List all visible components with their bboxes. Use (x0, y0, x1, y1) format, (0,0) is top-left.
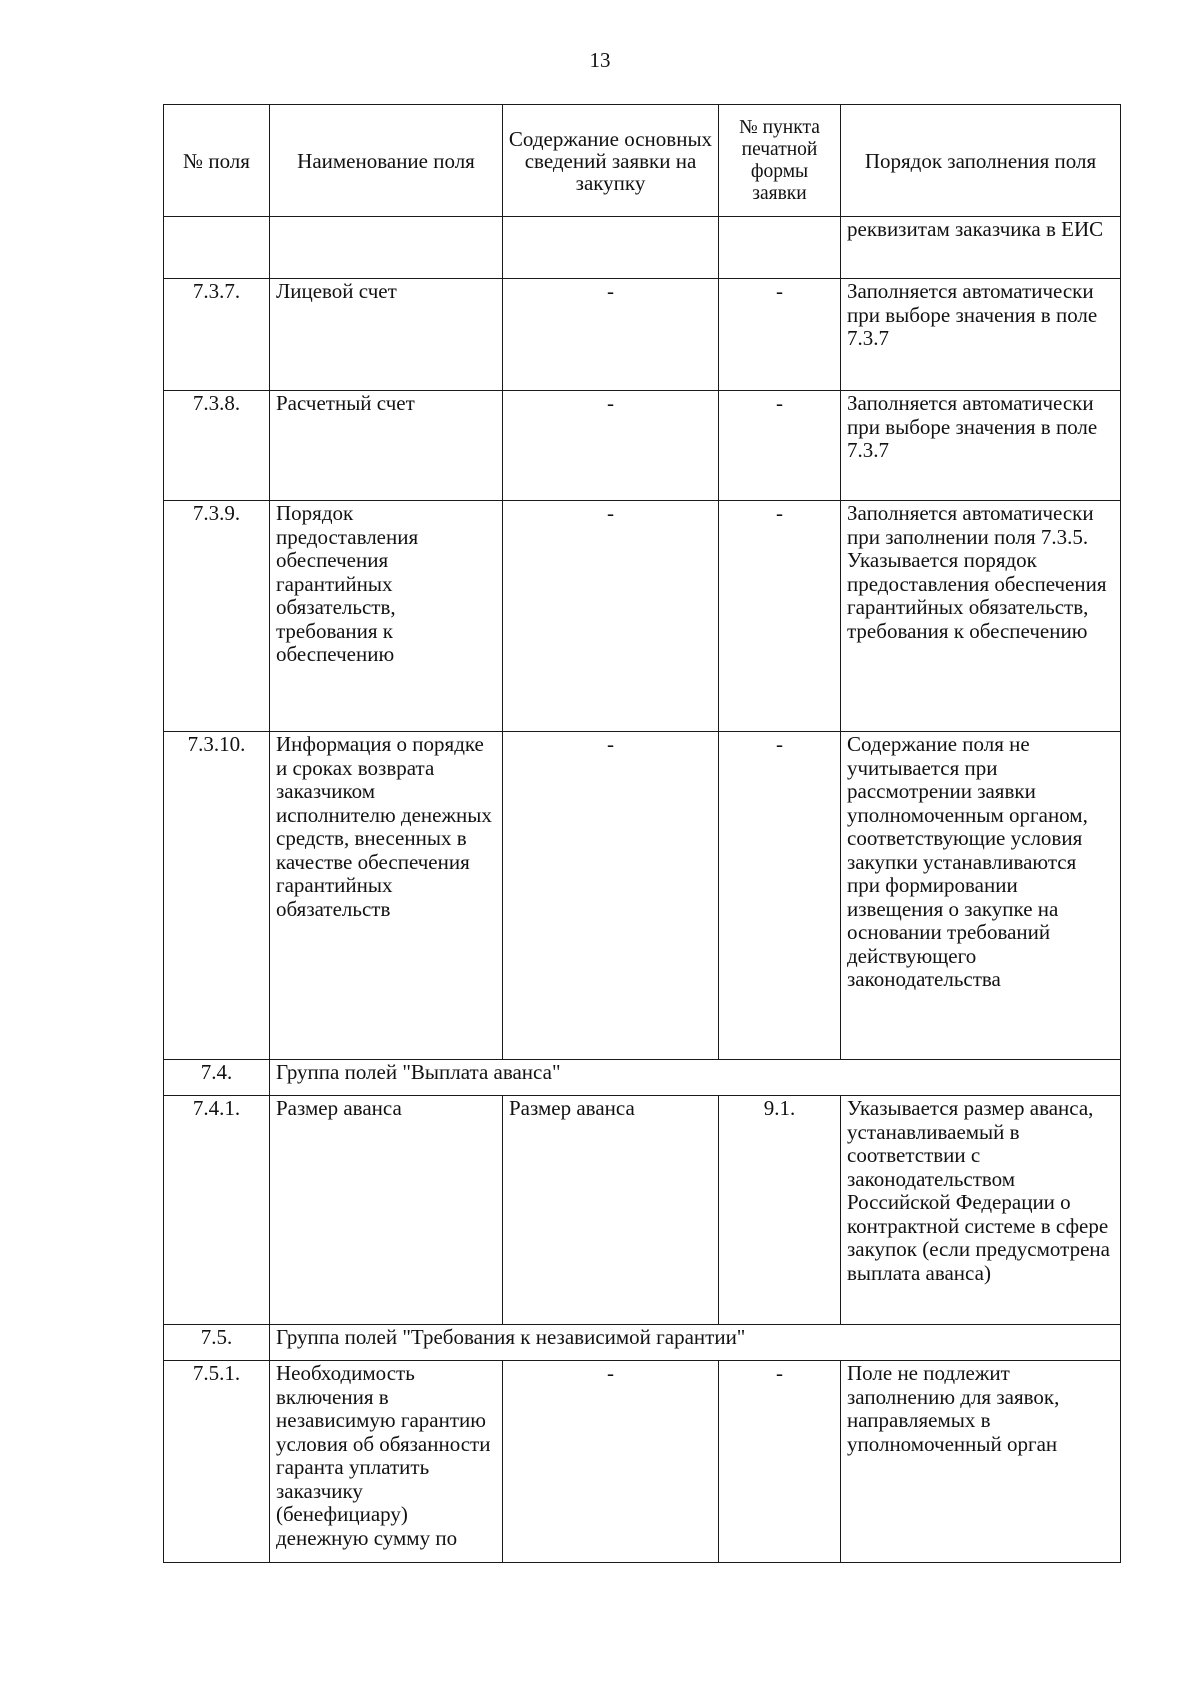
field-content: - (503, 279, 719, 391)
group-number: 7.5. (164, 1325, 270, 1361)
table-header-row (164, 105, 1121, 217)
field-number: 7.3.7. (164, 279, 270, 391)
group-title: Группа полей "Выплата аванса" (270, 1060, 1121, 1096)
field-fill-order: Содержание поля не учитывается при рассмотрении заявки уполномоченным органом, соответствующие условия закупки устанавливаются при формировании извещения о закупке на основании требований действующего законодательства (841, 732, 1121, 1060)
field-name: Порядок предоставления обеспечения гарантийных обязательств, требования к обеспечению (270, 501, 503, 732)
field-print-point: - (719, 279, 841, 391)
field-fill-order: Указывается размер аванса, устанавливаемый в соответствии с законодательством Российской Федерации о контрактной системе в сфере закупок (если предусмотрена выплата аванса) (841, 1096, 1121, 1325)
field-print-point: - (719, 732, 841, 1060)
table-row (164, 1361, 1121, 1563)
field-number (164, 217, 270, 279)
field-name: Лицевой счет (270, 279, 503, 391)
field-fill-order: Поле не подлежит заполнению для заявок, направляемых в уполномоченный орган (841, 1361, 1121, 1563)
header-fill-order: Порядок заполнения поля (841, 105, 1121, 217)
field-content: - (503, 732, 719, 1060)
field-print-point: 9.1. (719, 1096, 841, 1325)
field-number: 7.3.10. (164, 732, 270, 1060)
field-name: Расчетный счет (270, 391, 503, 501)
field-fill-order: Заполняется автоматически при выборе значения в поле 7.3.7 (841, 279, 1121, 391)
table-row (164, 1096, 1121, 1325)
field-content: - (503, 391, 719, 501)
field-name: Необходимость включения в независимую гарантию условия об обязанности гаранта уплатить заказчику (бенефициару) денежную сумму по (270, 1361, 503, 1563)
field-fill-order: реквизитам заказчика в ЕИС (841, 217, 1121, 279)
table-row (164, 732, 1121, 1060)
group-number: 7.4. (164, 1060, 270, 1096)
header-field-number: № поля (164, 105, 270, 217)
field-content: Размер аванса (503, 1096, 719, 1325)
header-content: Содержание основных сведений заявки на закупку (503, 105, 719, 217)
table-group-row (164, 1060, 1121, 1096)
table-group-row (164, 1325, 1121, 1361)
field-content (503, 217, 719, 279)
field-name: Размер аванса (270, 1096, 503, 1325)
fields-table (163, 104, 1121, 1563)
header-print-point: № пункта печатной формы заявки (719, 105, 841, 217)
field-print-point: - (719, 391, 841, 501)
field-content: - (503, 501, 719, 732)
field-fill-order: Заполняется автоматически при выборе значения в поле 7.3.7 (841, 391, 1121, 501)
field-number: 7.4.1. (164, 1096, 270, 1325)
page-number: 13 (589, 48, 611, 72)
table-row (164, 501, 1121, 732)
group-title: Группа полей "Требования к независимой гарантии" (270, 1325, 1121, 1361)
field-print-point (719, 217, 841, 279)
field-print-point: - (719, 501, 841, 732)
table-row (164, 391, 1121, 501)
field-number: 7.3.9. (164, 501, 270, 732)
header-field-name: Наименование поля (270, 105, 503, 217)
field-print-point: - (719, 1361, 841, 1563)
table-row (164, 279, 1121, 391)
field-content: - (503, 1361, 719, 1563)
table-row (164, 217, 1121, 279)
field-fill-order: Заполняется автоматически при заполнении поля 7.3.5. Указывается порядок предоставления обеспечения гарантийных обязательств, требования к обеспечению (841, 501, 1121, 732)
field-number: 7.5.1. (164, 1361, 270, 1563)
field-name (270, 217, 503, 279)
field-name: Информация о порядке и сроках возврата заказчиком исполнителю денежных средств, внесенных в качестве обеспечения гарантийных обязательств (270, 732, 503, 1060)
field-number: 7.3.8. (164, 391, 270, 501)
